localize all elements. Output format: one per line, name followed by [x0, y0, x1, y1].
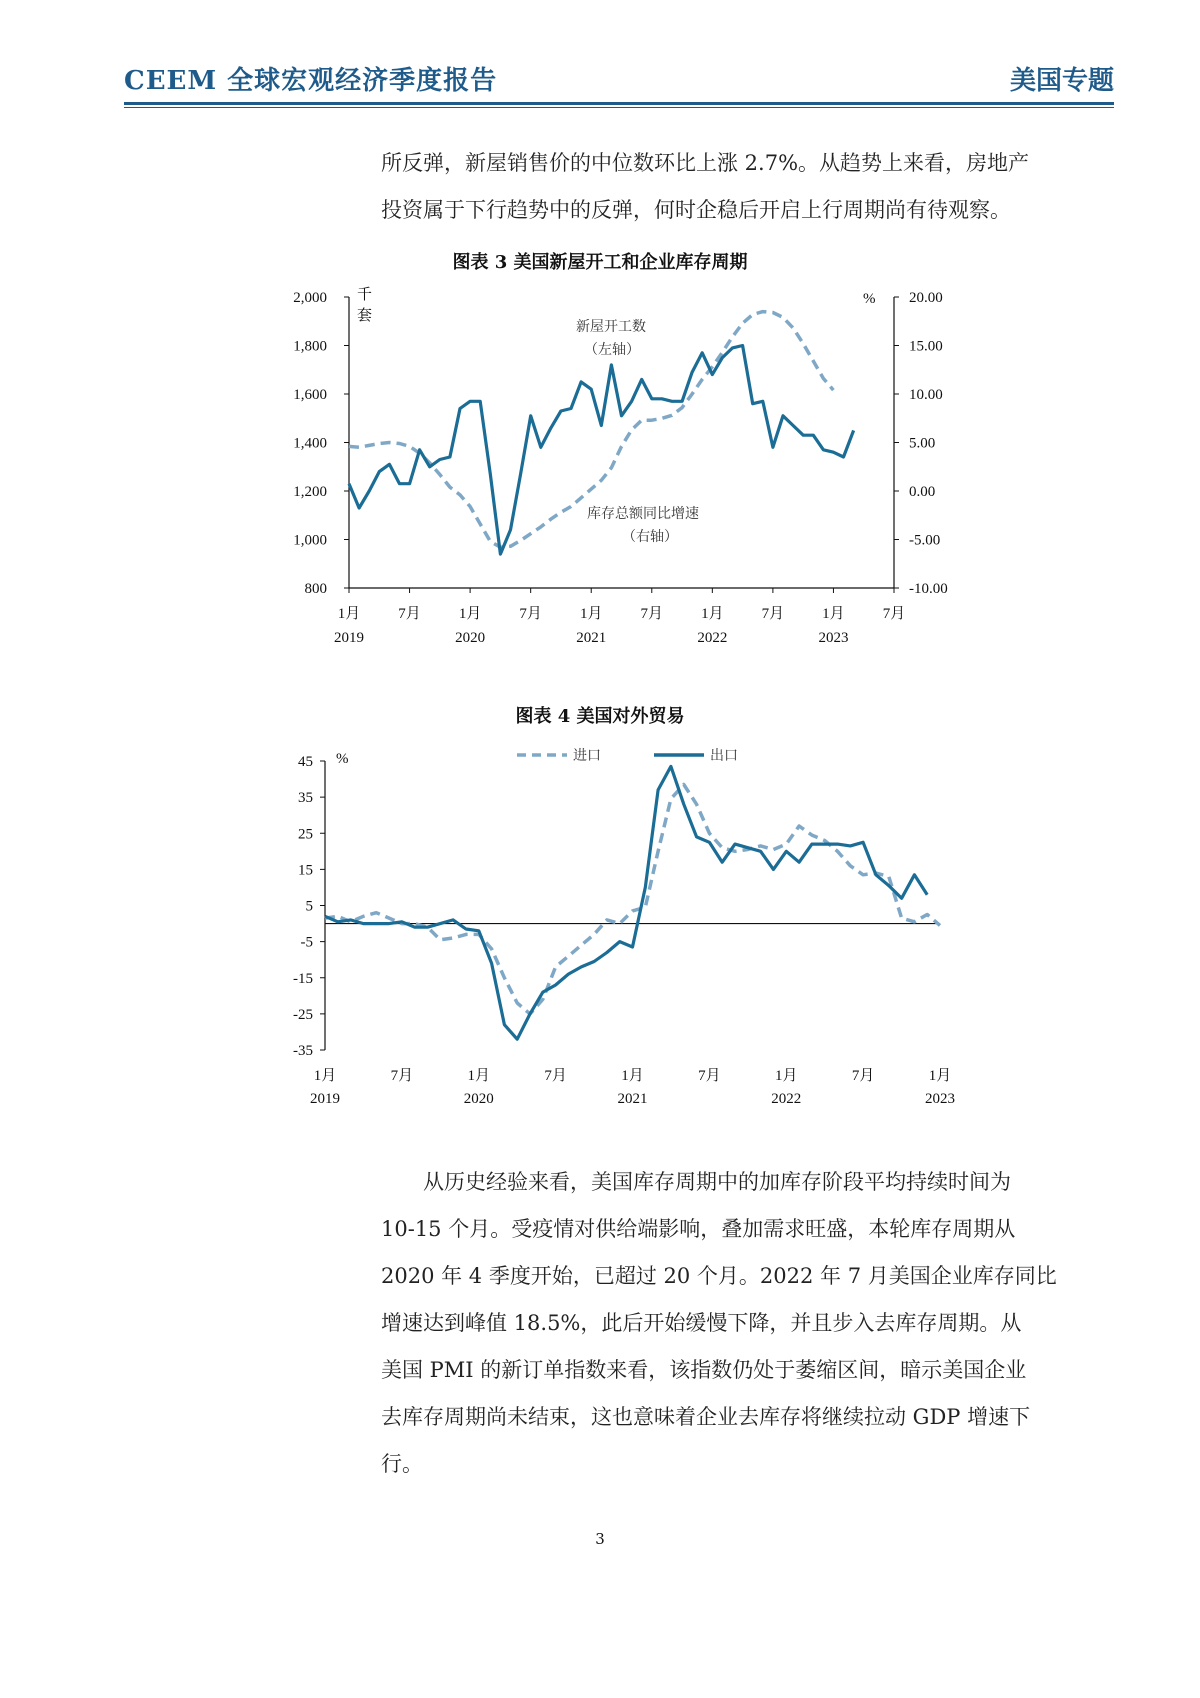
- y-tick-label: 15: [298, 862, 313, 879]
- x-tick-month: 1月: [822, 606, 845, 622]
- paragraph-line: 行。: [381, 1452, 423, 1476]
- x-tick-month: 1月: [313, 1068, 337, 1084]
- left-tick-label: 1,600: [293, 387, 327, 403]
- legend: [517, 748, 738, 764]
- y-tick-label: -5: [300, 934, 313, 951]
- x-tick-month: 7月: [390, 1068, 414, 1084]
- paragraph-line: 去库存周期尚未结束，这也意味着企业去库存将继续拉动 GDP 增速下: [381, 1405, 1031, 1429]
- figure-3-title: 图表 3 美国新屋开工和企业库存周期: [452, 252, 748, 273]
- y-tick-label: -25: [293, 1006, 313, 1023]
- legend-export-label: 出口: [710, 748, 738, 764]
- section-title: 美国专题: [1009, 66, 1114, 96]
- figure-3-chart: [0, 275, 1200, 655]
- paragraph-inventory: [381, 1159, 1116, 1488]
- y-tick-label: -15: [293, 970, 313, 987]
- y-tick-label: 5: [305, 898, 313, 915]
- page-number: 3: [595, 1530, 605, 1548]
- starts-annotation: 新屋开工数: [576, 319, 646, 335]
- y-tick-label: 45: [298, 754, 313, 770]
- paragraph-line: 投资属于下行趋势中的反弹，何时企稳后开启上行周期尚有待观察。: [381, 198, 1011, 222]
- figure-4-title: 图表 4 美国对外贸易: [515, 706, 685, 727]
- header-divider: [124, 102, 1114, 105]
- export-growth-line: [325, 766, 927, 1039]
- y-unit-label: %: [336, 751, 349, 767]
- right-tick-label: 15.00: [909, 338, 943, 355]
- paragraph-line: 增速达到峰值 18.5%，此后开始缓慢下降，并且步入去库存周期。从: [381, 1311, 1022, 1335]
- right-tick-label: 20.00: [909, 290, 943, 306]
- x-tick-month: 7月: [761, 606, 785, 622]
- left-tick-label: 800: [304, 581, 327, 597]
- right-tick-label: -5.00: [909, 532, 941, 549]
- y-tick-label: 35: [298, 790, 313, 807]
- x-tick-month: 7月: [640, 606, 664, 622]
- inventory-annotation: 库存总额同比增速: [587, 506, 699, 522]
- x-tick-year: 2020: [455, 630, 486, 646]
- right-tick-label: 10.00: [909, 387, 943, 403]
- left-tick-label: 2,000: [293, 290, 327, 306]
- inventory-annotation-axis: （右轴）: [622, 529, 678, 545]
- x-tick-year: 2021: [617, 1091, 648, 1107]
- x-tick-month: 1月: [579, 606, 603, 622]
- y-tick-label: 25: [298, 826, 313, 843]
- left-tick-label: 1,000: [293, 532, 327, 549]
- x-tick-month: 1月: [701, 606, 724, 622]
- left-tick-label: 1,400: [293, 435, 327, 452]
- x-tick-year: 2022: [697, 630, 728, 646]
- header-divider-thin: [124, 107, 1114, 108]
- starts-annotation-axis: （左轴）: [584, 342, 640, 358]
- x-tick-month: 1月: [928, 1068, 952, 1084]
- paragraph-intro: [381, 140, 1116, 234]
- x-tick-year: 2023: [818, 630, 849, 646]
- x-tick-month: 7月: [851, 1068, 875, 1084]
- x-tick-year: 2022: [771, 1091, 802, 1107]
- x-tick-month: 7月: [882, 606, 906, 622]
- report-title: CEEM 全球宏观经济季度报告: [124, 66, 498, 96]
- x-tick-year: 2020: [463, 1091, 494, 1107]
- right-tick-label: 0.00: [909, 484, 936, 500]
- figure-4-chart: [0, 735, 1200, 1115]
- paragraph-line: 10-15 个月。受疫情对供给端影响，叠加需求旺盛，本轮库存周期从: [381, 1217, 1016, 1241]
- x-tick-year: 2019: [334, 630, 364, 646]
- paragraph-line: 从历史经验来看，美国库存周期中的加库存阶段平均持续时间为: [381, 1170, 1011, 1194]
- import-growth-line: [325, 785, 940, 1014]
- paragraph-line: 美国 PMI 的新订单指数来看，该指数仍处于萎缩区间，暗示美国企业: [381, 1358, 1027, 1382]
- x-tick-month: 1月: [337, 606, 361, 622]
- x-tick-year: 2019: [310, 1091, 340, 1107]
- legend-import-label: 进口: [573, 748, 601, 764]
- left-tick-label: 1,800: [293, 338, 327, 355]
- x-tick-year: 2023: [925, 1091, 955, 1107]
- paragraph-line: 2020 年 4 季度开始，已超过 20 个月。2022 年 7 月美国企业库存同比: [381, 1264, 1057, 1288]
- left-unit-label-1: 千: [357, 287, 373, 303]
- left-tick-label: 1,200: [293, 484, 327, 500]
- right-tick-label: 5.00: [909, 435, 936, 452]
- paragraph-line: 所反弹，新屋销售价的中位数环比上涨 2.7%。从趋势上来看，房地产: [381, 151, 1030, 175]
- x-tick-month: 1月: [467, 1068, 491, 1084]
- x-tick-year: 2021: [576, 630, 607, 646]
- x-tick-month: 7月: [698, 1068, 721, 1084]
- x-tick-month: 7月: [398, 606, 421, 622]
- x-tick-month: 1月: [458, 606, 482, 622]
- x-tick-month: 1月: [774, 1068, 798, 1084]
- left-unit-label-2: 套: [357, 308, 373, 324]
- x-tick-month: 1月: [621, 1068, 644, 1084]
- x-tick-month: 7月: [519, 606, 542, 622]
- right-unit-label: %: [863, 291, 876, 307]
- x-tick-month: 7月: [544, 1068, 567, 1084]
- right-tick-label: -10.00: [909, 581, 948, 597]
- housing-starts-line: [349, 346, 854, 555]
- y-tick-label: -35: [293, 1043, 313, 1059]
